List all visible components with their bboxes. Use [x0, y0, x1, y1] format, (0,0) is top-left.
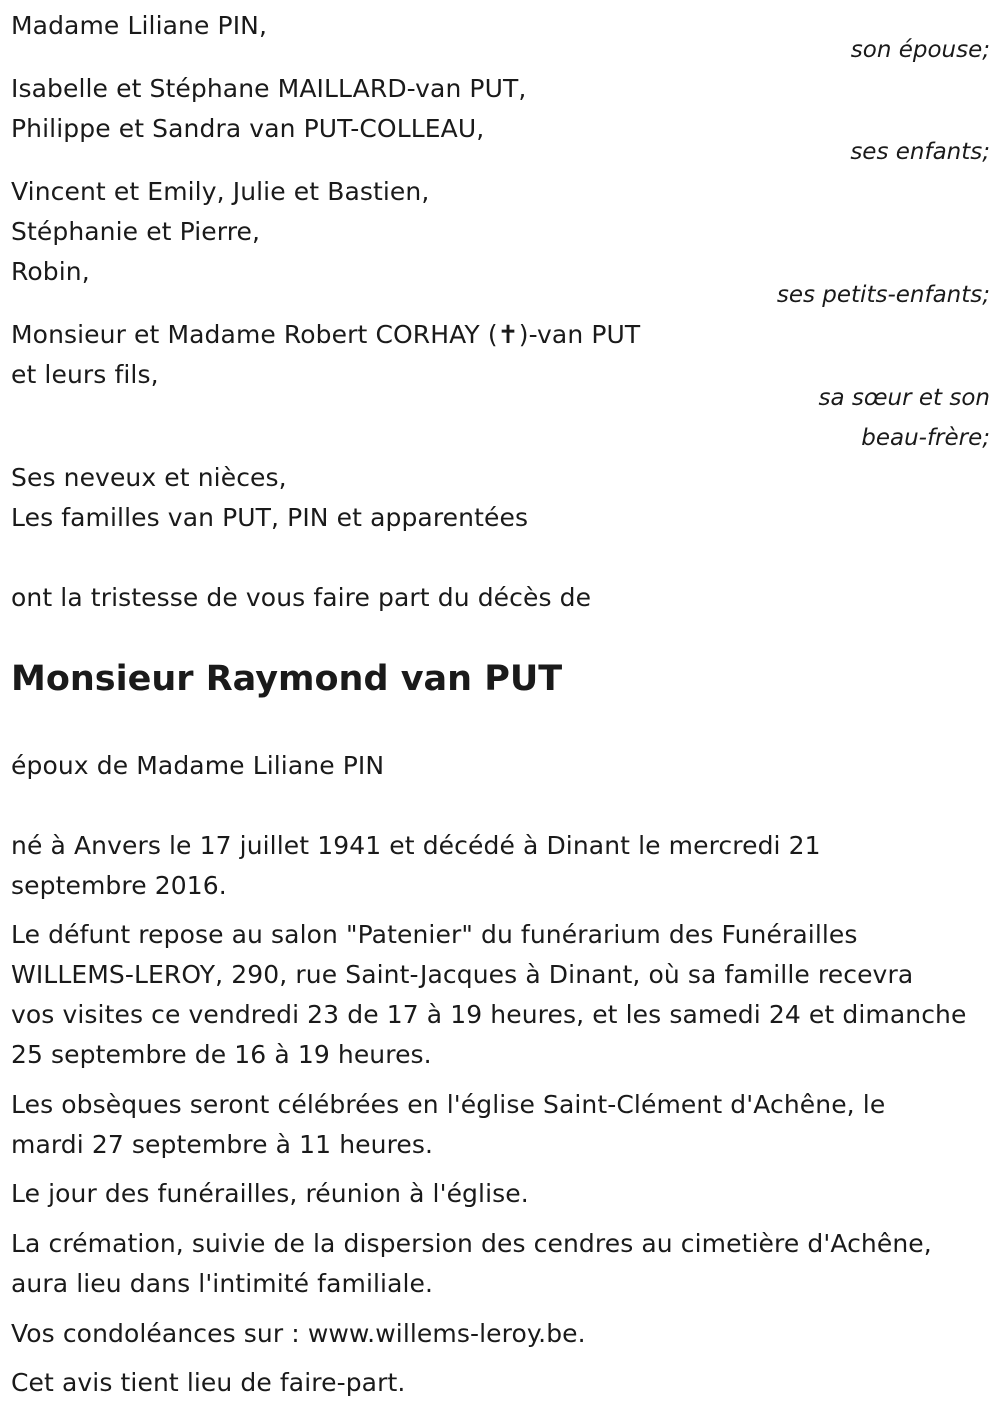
children-role: ses enfants;	[850, 139, 990, 165]
grandchild-line: Stéphanie et Pierre,	[11, 217, 261, 246]
sister-line: et leurs fils,	[11, 360, 159, 389]
announcement-text: ont la tristesse de vous faire part du décès de	[11, 583, 592, 612]
deceased-name: Monsieur Raymond van PUT	[11, 659, 563, 699]
funeral-line: Les obsèques seront célébrées en l'église Saint-Clément d'Achêne, le	[11, 1090, 886, 1119]
visitation-line: vos visites ce vendredi 23 de 17 à 19 heures, et les samedi 24 et dimanche	[11, 1000, 967, 1029]
spouse-role: son épouse;	[850, 37, 990, 63]
spouse-name: Madame Liliane PIN,	[11, 11, 268, 40]
child-line: Isabelle et Stéphane MAILLARD-van PUT,	[11, 74, 527, 103]
grandchild-line: Vincent et Emily, Julie et Bastien,	[11, 177, 430, 206]
sister-role: sa sœur et son	[818, 385, 990, 411]
cremation-line: aura lieu dans l'intimité familiale.	[11, 1269, 434, 1298]
sister-line: Monsieur et Madame Robert CORHAY (✝)-van PUT	[11, 320, 641, 349]
funeral-line: mardi 27 septembre à 11 heures.	[11, 1130, 434, 1159]
birth-death-line: né à Anvers le 17 juillet 1941 et décédé à Dinant le mercredi 21	[11, 831, 821, 860]
child-line: Philippe et Sandra van PUT-COLLEAU,	[11, 114, 485, 143]
visitation-line: WILLEMS-LEROY, 290, rue Saint-Jacques à Dinant, où sa famille recevra	[11, 960, 914, 989]
notice-line: Cet avis tient lieu de faire-part.	[11, 1368, 406, 1397]
visitation-line: 25 septembre de 16 à 19 heures.	[11, 1040, 432, 1069]
spouse-of-text: époux de Madame Liliane PIN	[11, 751, 385, 780]
grandchildren-role: ses petits-enfants;	[776, 282, 990, 308]
cremation-line: La crémation, suivie de la dispersion des cendres au cimetière d'Achêne,	[11, 1229, 932, 1258]
meeting-line: Le jour des funérailles, réunion à l'église.	[11, 1179, 529, 1208]
birth-death-line: septembre 2016.	[11, 871, 227, 900]
sister-role: beau-frère;	[861, 425, 990, 451]
visitation-line: Le défunt repose au salon "Patenier" du funérarium des Funérailles	[11, 920, 858, 949]
grandchild-line: Robin,	[11, 257, 90, 286]
other-family-line: Ses neveux et nièces,	[11, 463, 287, 492]
condolences-line: Vos condoléances sur : www.willems-leroy.be.	[11, 1319, 586, 1348]
other-family-line: Les familles van PUT, PIN et apparentées	[11, 503, 529, 532]
